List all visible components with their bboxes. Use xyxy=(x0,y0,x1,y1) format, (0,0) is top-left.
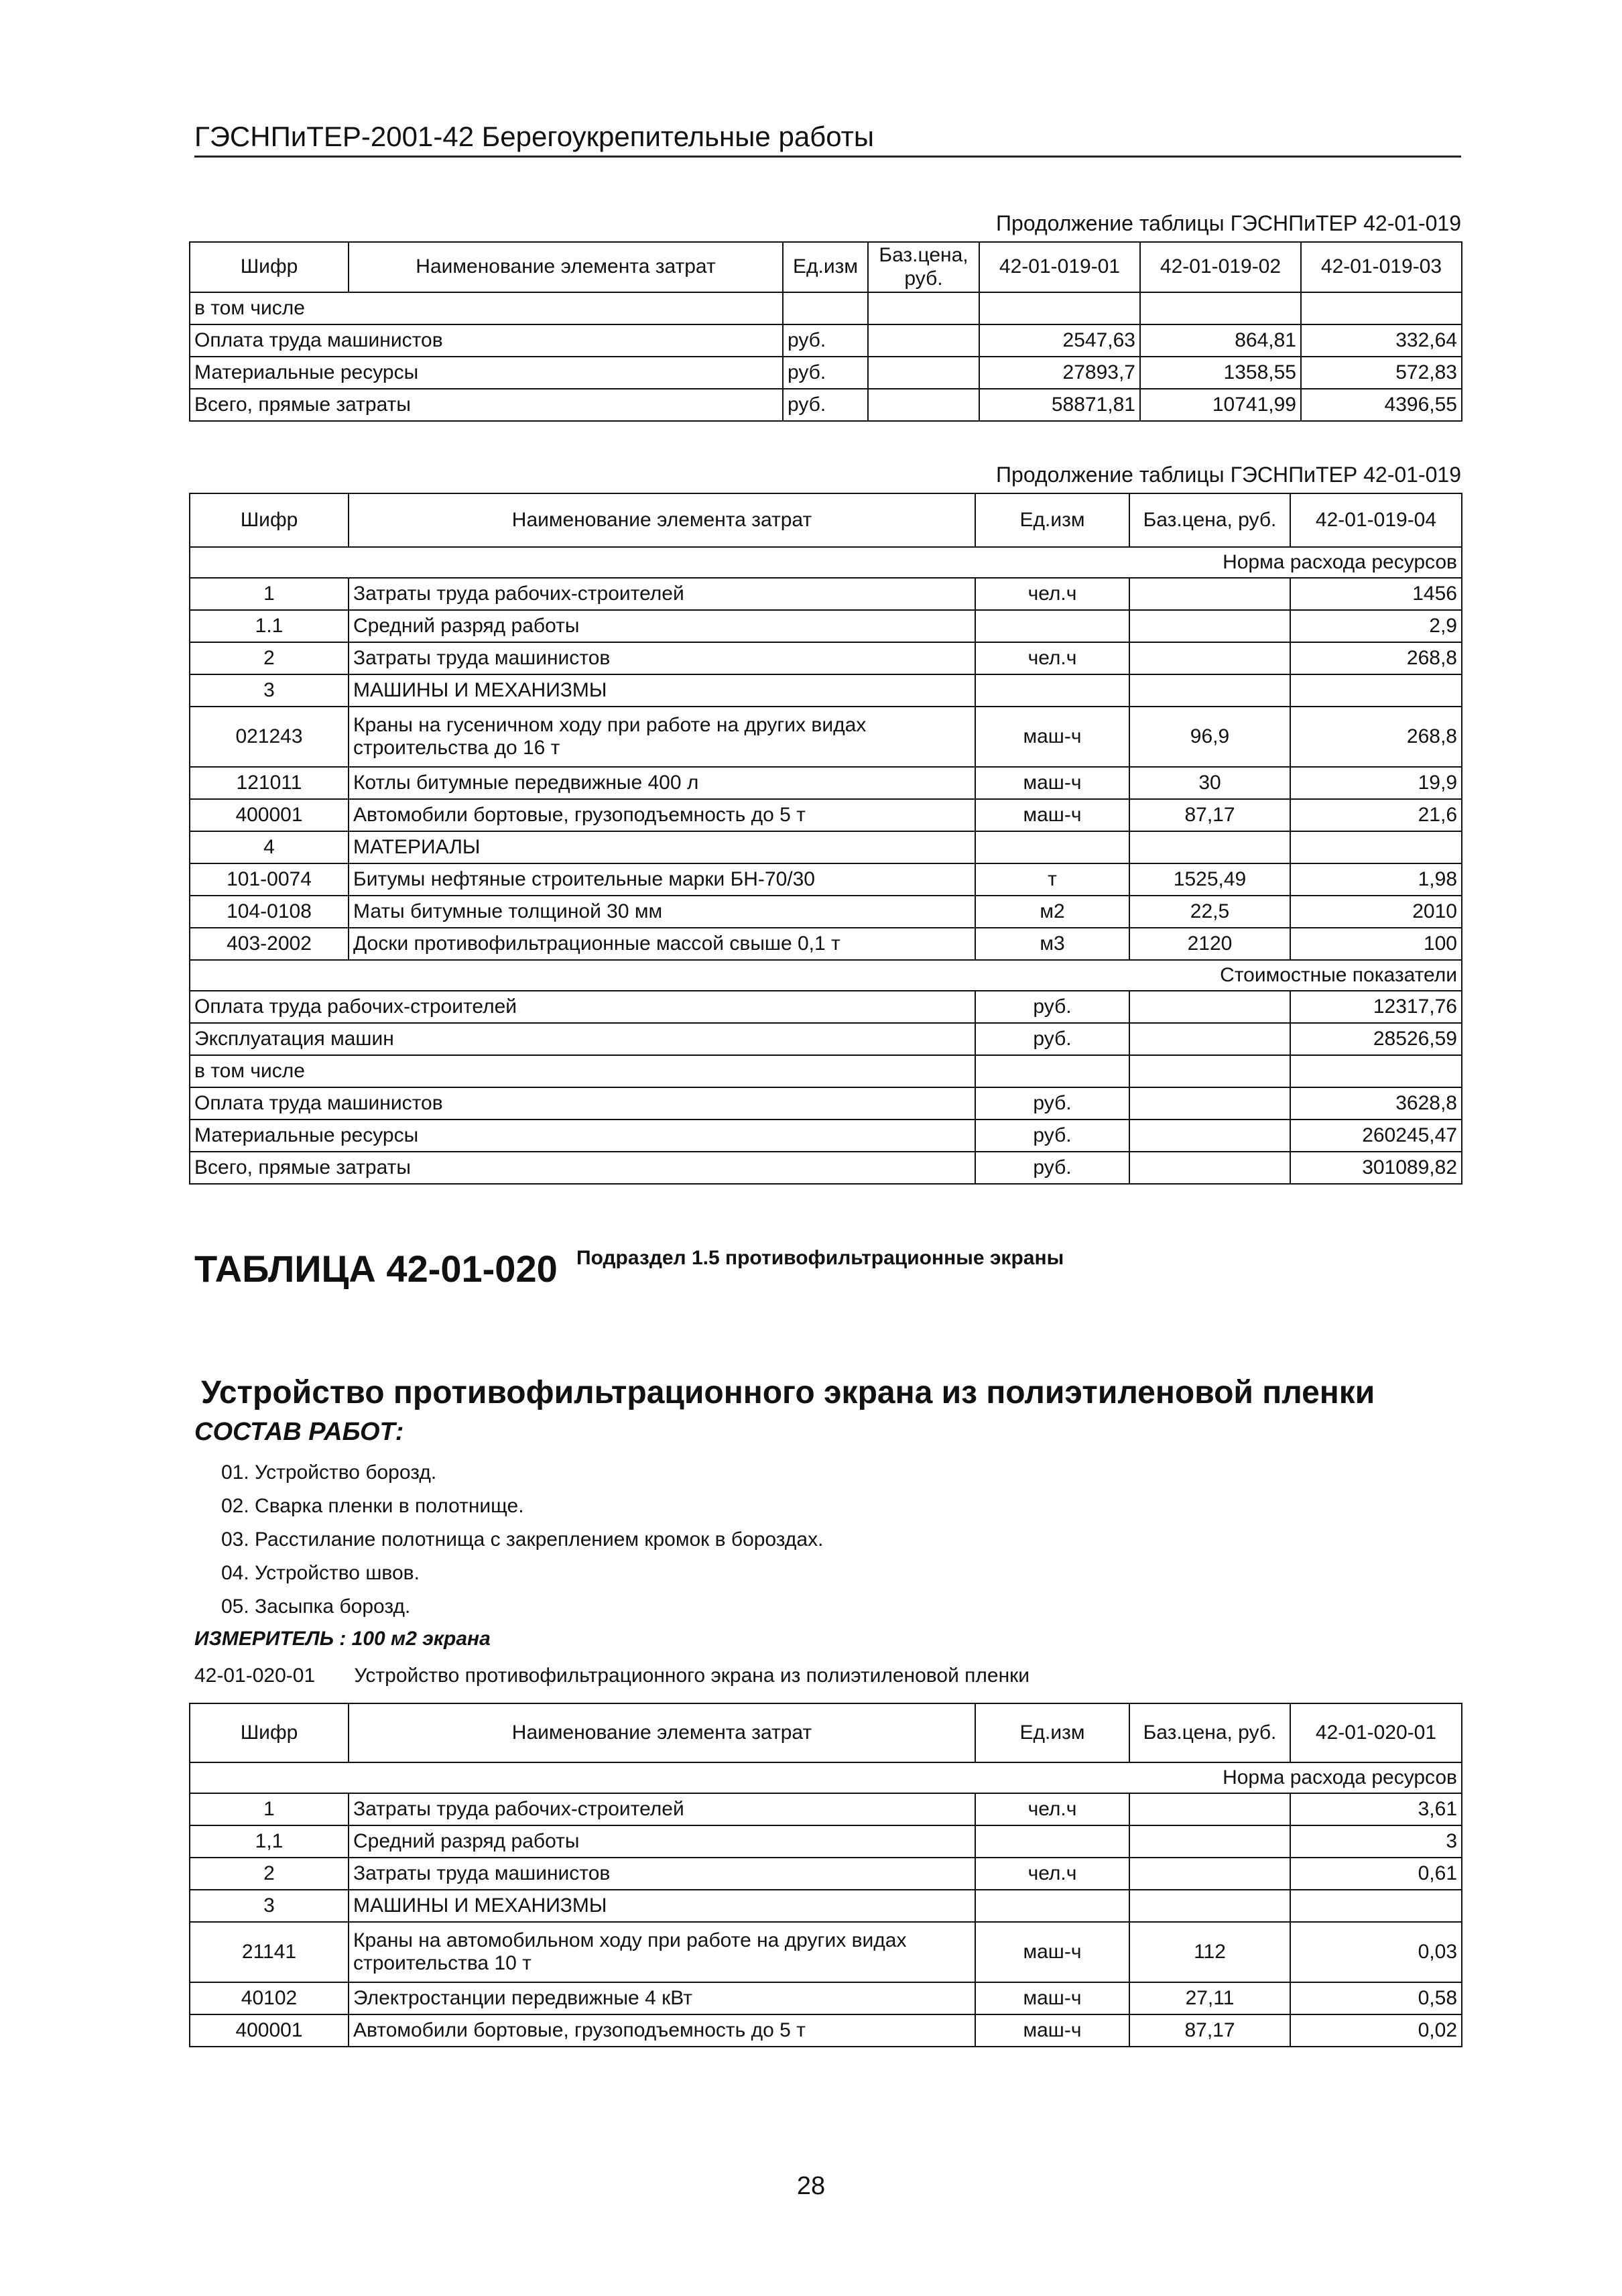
row-value-1 xyxy=(979,292,1140,324)
row-unit: чел.ч xyxy=(975,1858,1129,1890)
header-name: Наименование элемента затрат xyxy=(349,1703,975,1762)
row-price: 22,5 xyxy=(1129,896,1290,928)
row-code: 104-0108 xyxy=(190,896,349,928)
row-code: 1 xyxy=(190,1793,349,1825)
row-unit xyxy=(975,1890,1129,1922)
norm-label: Норма расхода ресурсов xyxy=(190,547,1462,578)
row-unit xyxy=(975,1055,1129,1087)
header-col-3: 42-01-019-03 xyxy=(1301,242,1462,292)
row-value xyxy=(1290,1890,1462,1922)
row-value: 0,61 xyxy=(1290,1858,1462,1890)
row-value-2: 864,81 xyxy=(1140,324,1301,357)
row-price xyxy=(1129,610,1290,642)
table-row xyxy=(190,642,1462,674)
table-row xyxy=(190,610,1462,642)
row-code: 101-0074 xyxy=(190,863,349,896)
row-price xyxy=(1129,642,1290,674)
table-row xyxy=(190,863,1462,896)
header-unit: Ед.изм xyxy=(975,1703,1129,1762)
measure-unit: ИЗМЕРИТЕЛЬ : 100 м2 экрана xyxy=(194,1628,491,1650)
table-title: ТАБЛИЦА 42-01-020 xyxy=(194,1248,558,1290)
header-col-1: 42-01-019-01 xyxy=(979,242,1140,292)
row-unit: чел.ч xyxy=(975,578,1129,610)
header-unit: Ед.изм xyxy=(975,493,1129,547)
table-row xyxy=(190,357,1462,389)
norm-label: Норма расхода ресурсов xyxy=(190,1762,1462,1793)
row-unit: м2 xyxy=(975,896,1129,928)
row-name: Оплата труда машинистов xyxy=(190,324,783,357)
row-unit xyxy=(975,674,1129,707)
row-value xyxy=(1290,674,1462,707)
operation-item: 03. Расстилание полотнища с закреплением кромок в бороздах. xyxy=(221,1528,824,1551)
row-name: Средний разряд работы xyxy=(349,1825,975,1858)
row-name: МАШИНЫ И МЕХАНИЗМЫ xyxy=(349,674,975,707)
row-name: Краны на гусеничном ходу при работе на других видах строительства до 16 т xyxy=(349,707,975,767)
row-value: 3,61 xyxy=(1290,1793,1462,1825)
row-name: МАШИНЫ И МЕХАНИЗМЫ xyxy=(349,1890,975,1922)
table-row xyxy=(190,1890,1462,1922)
row-code: 1 xyxy=(190,578,349,610)
cost-row xyxy=(190,1023,1462,1055)
subsection-title: Подраздел 1.5 противофильтрационные экраны xyxy=(576,1247,1064,1269)
row-unit: руб. xyxy=(783,324,868,357)
row-value: 0,02 xyxy=(1290,2014,1462,2047)
header-price: Баз.цена, руб. xyxy=(868,242,979,292)
table1 xyxy=(189,241,1462,422)
row-price xyxy=(868,389,979,421)
row-unit: маш-ч xyxy=(975,1922,1129,1982)
page-header: ГЭСНПиТЕР-2001-42 Берегоукрепительные работы xyxy=(194,121,1461,158)
row-name: Затраты труда машинистов xyxy=(349,1858,975,1890)
row-name: Затраты труда рабочих-строителей xyxy=(349,1793,975,1825)
table-row xyxy=(190,674,1462,707)
table2 xyxy=(189,493,1462,1185)
row-unit: маш-ч xyxy=(975,2014,1129,2047)
row-code: 40102 xyxy=(190,1982,349,2014)
table-row xyxy=(190,767,1462,799)
row-value: 0,58 xyxy=(1290,1982,1462,2014)
row-name: Затраты труда рабочих-строителей xyxy=(349,578,975,610)
row-code: 3 xyxy=(190,674,349,707)
row-price xyxy=(1129,1858,1290,1890)
row-value: 260245,47 xyxy=(1290,1120,1462,1152)
row-value: 301089,82 xyxy=(1290,1152,1462,1184)
table-row xyxy=(190,292,1462,324)
cost-row xyxy=(190,1087,1462,1120)
row-code: 4 xyxy=(190,831,349,863)
row-price xyxy=(1129,1152,1290,1184)
page-number: 28 xyxy=(796,2172,826,2200)
row-name: Средний разряд работы xyxy=(349,610,975,642)
row-name: Материальные ресурсы xyxy=(190,1120,975,1152)
row-unit: т xyxy=(975,863,1129,896)
cost-row xyxy=(190,991,1462,1023)
row-price xyxy=(1129,1023,1290,1055)
table-row xyxy=(190,1793,1462,1825)
row-name: Доски противофильтрационные массой свыше 0,1 т xyxy=(349,928,975,960)
row-value: 1456 xyxy=(1290,578,1462,610)
row-value: 2010 xyxy=(1290,896,1462,928)
row-value: 0,03 xyxy=(1290,1922,1462,1982)
row-name: Затраты труда машинистов xyxy=(349,642,975,674)
row-price: 2120 xyxy=(1129,928,1290,960)
header-col-1: 42-01-019-04 xyxy=(1290,493,1462,547)
header-code: Шифр xyxy=(190,242,349,292)
row-value: 2,9 xyxy=(1290,610,1462,642)
row-unit: маш-ч xyxy=(975,799,1129,831)
row-price xyxy=(1129,1087,1290,1120)
row-name: Оплата труда рабочих-строителей xyxy=(190,991,975,1023)
table2-caption: Продолжение таблицы ГЭСНПиТЕР 42-01-019 xyxy=(996,463,1461,487)
cost-row xyxy=(190,1055,1462,1087)
header-name: Наименование элемента затрат xyxy=(349,242,783,292)
row-unit: чел.ч xyxy=(975,1793,1129,1825)
norm-label-row xyxy=(190,547,1462,578)
row-name: Битумы нефтяные строительные марки БН-70/30 xyxy=(349,863,975,896)
table-row xyxy=(190,324,1462,357)
header-name: Наименование элемента затрат xyxy=(349,493,975,547)
row-name: Автомобили бортовые, грузоподъемность до 5 т xyxy=(349,799,975,831)
row-value-3: 332,64 xyxy=(1301,324,1462,357)
row-value-3: 4396,55 xyxy=(1301,389,1462,421)
row-unit: маш-ч xyxy=(975,1982,1129,2014)
row-code: 2 xyxy=(190,642,349,674)
row-unit: руб. xyxy=(975,1087,1129,1120)
operation-item: 01. Устройство борозд. xyxy=(221,1461,437,1484)
row-value: 28526,59 xyxy=(1290,1023,1462,1055)
code-description: Устройство противофильтрационного экрана из полиэтиленовой пленки xyxy=(354,1665,1030,1687)
row-value: 3628,8 xyxy=(1290,1087,1462,1120)
row-price: 87,17 xyxy=(1129,799,1290,831)
row-value: 100 xyxy=(1290,928,1462,960)
row-unit xyxy=(975,831,1129,863)
row-code: 403-2002 xyxy=(190,928,349,960)
row-unit: маш-ч xyxy=(975,767,1129,799)
table1-header-row xyxy=(190,242,1462,292)
table-row xyxy=(190,799,1462,831)
row-value-1: 2547,63 xyxy=(979,324,1140,357)
row-unit: чел.ч xyxy=(975,642,1129,674)
row-unit xyxy=(783,292,868,324)
row-code: 400001 xyxy=(190,799,349,831)
row-unit: руб. xyxy=(975,1120,1129,1152)
table3-header-row xyxy=(190,1703,1462,1762)
row-code: 21141 xyxy=(190,1922,349,1982)
row-price: 27,11 xyxy=(1129,1982,1290,2014)
row-unit: руб. xyxy=(975,991,1129,1023)
row-code: 121011 xyxy=(190,767,349,799)
row-value-3: 572,83 xyxy=(1301,357,1462,389)
row-name: Электростанции передвижные 4 кВт xyxy=(349,1982,975,2014)
row-value: 21,6 xyxy=(1290,799,1462,831)
table3 xyxy=(189,1703,1462,2047)
row-name: МАТЕРИАЛЫ xyxy=(349,831,975,863)
row-price xyxy=(1129,1055,1290,1087)
row-value xyxy=(1290,1055,1462,1087)
row-price xyxy=(1129,674,1290,707)
header-unit: Ед.изм xyxy=(783,242,868,292)
header-code: Шифр xyxy=(190,1703,349,1762)
row-code: 021243 xyxy=(190,707,349,767)
row-code: 1,1 xyxy=(190,1825,349,1858)
row-unit: руб. xyxy=(975,1023,1129,1055)
row-value-2: 10741,99 xyxy=(1140,389,1301,421)
row-unit: м3 xyxy=(975,928,1129,960)
operation-item: 04. Устройство швов. xyxy=(221,1562,420,1584)
row-unit: руб. xyxy=(975,1152,1129,1184)
row-value-1: 58871,81 xyxy=(979,389,1140,421)
row-price xyxy=(1129,578,1290,610)
row-price xyxy=(1129,991,1290,1023)
table-row xyxy=(190,1858,1462,1890)
row-unit: маш-ч xyxy=(975,707,1129,767)
header-code: Шифр xyxy=(190,493,349,547)
row-value: 3 xyxy=(1290,1825,1462,1858)
row-name: Автомобили бортовые, грузоподъемность до 5 т xyxy=(349,2014,975,2047)
row-name: Материальные ресурсы xyxy=(190,357,783,389)
row-name: Эксплуатация машин xyxy=(190,1023,975,1055)
row-price xyxy=(1129,1120,1290,1152)
row-value: 268,8 xyxy=(1290,642,1462,674)
work-title: Устройство противофильтрационного экрана из полиэтиленовой пленки xyxy=(201,1375,1375,1410)
row-value xyxy=(1290,831,1462,863)
row-name: Котлы битумные передвижные 400 л xyxy=(349,767,975,799)
row-name: Оплата труда машинистов xyxy=(190,1087,975,1120)
row-price: 112 xyxy=(1129,1922,1290,1982)
operations-list xyxy=(221,1461,823,1629)
row-price: 96,9 xyxy=(1129,707,1290,767)
row-name: Краны на автомобильном ходу при работе на других видах строительства 10 т xyxy=(349,1922,975,1982)
cost-label: Стоимостные показатели xyxy=(190,960,1462,991)
row-value-2: 1358,55 xyxy=(1140,357,1301,389)
cost-row xyxy=(190,1120,1462,1152)
operation-item: 05. Засыпка борозд. xyxy=(221,1595,411,1618)
norm-label-row xyxy=(190,1762,1462,1793)
composition-label: СОСТАВ РАБОТ: xyxy=(194,1418,404,1446)
row-price xyxy=(1129,831,1290,863)
header-price: Баз.цена, руб. xyxy=(1129,493,1290,547)
operation-item: 02. Сварка пленки в полотнище. xyxy=(221,1495,524,1517)
table-row xyxy=(190,1922,1462,1982)
row-price: 30 xyxy=(1129,767,1290,799)
row-name: Всего, прямые затраты xyxy=(190,1152,975,1184)
row-name: в том числе xyxy=(190,1055,975,1087)
row-price xyxy=(1129,1890,1290,1922)
row-value: 19,9 xyxy=(1290,767,1462,799)
row-value: 1,98 xyxy=(1290,863,1462,896)
cost-label-row xyxy=(190,960,1462,991)
table2-header-row xyxy=(190,493,1462,547)
row-unit xyxy=(975,610,1129,642)
table-row xyxy=(190,707,1462,767)
cost-row xyxy=(190,1152,1462,1184)
row-price xyxy=(1129,1825,1290,1858)
header-price: Баз.цена, руб. xyxy=(1129,1703,1290,1762)
code-value: 42-01-020-01 xyxy=(194,1665,316,1687)
row-price: 1525,49 xyxy=(1129,863,1290,896)
table-row xyxy=(190,2014,1462,2047)
row-name: в том числе xyxy=(190,292,783,324)
row-price xyxy=(868,357,979,389)
table1-caption: Продолжение таблицы ГЭСНПиТЕР 42-01-019 xyxy=(996,211,1461,235)
table-row xyxy=(190,928,1462,960)
row-code: 3 xyxy=(190,1890,349,1922)
row-value-1: 27893,7 xyxy=(979,357,1140,389)
row-unit: руб. xyxy=(783,389,868,421)
row-name: Всего, прямые затраты xyxy=(190,389,783,421)
row-value: 12317,76 xyxy=(1290,991,1462,1023)
row-code: 400001 xyxy=(190,2014,349,2047)
row-code: 1.1 xyxy=(190,610,349,642)
table-row xyxy=(190,578,1462,610)
row-value-3 xyxy=(1301,292,1462,324)
code-line xyxy=(194,1665,1030,1687)
row-value-2 xyxy=(1140,292,1301,324)
header-col-2: 42-01-019-02 xyxy=(1140,242,1301,292)
table-row xyxy=(190,389,1462,421)
row-price xyxy=(868,324,979,357)
row-price: 87,17 xyxy=(1129,2014,1290,2047)
row-unit: руб. xyxy=(783,357,868,389)
row-price xyxy=(1129,1793,1290,1825)
row-value: 268,8 xyxy=(1290,707,1462,767)
row-price xyxy=(868,292,979,324)
row-unit xyxy=(975,1825,1129,1858)
table-row xyxy=(190,1982,1462,2014)
row-code: 2 xyxy=(190,1858,349,1890)
row-name: Маты битумные толщиной 30 мм xyxy=(349,896,975,928)
table-row xyxy=(190,896,1462,928)
table-row xyxy=(190,831,1462,863)
header-col-1: 42-01-020-01 xyxy=(1290,1703,1462,1762)
table-row xyxy=(190,1825,1462,1858)
